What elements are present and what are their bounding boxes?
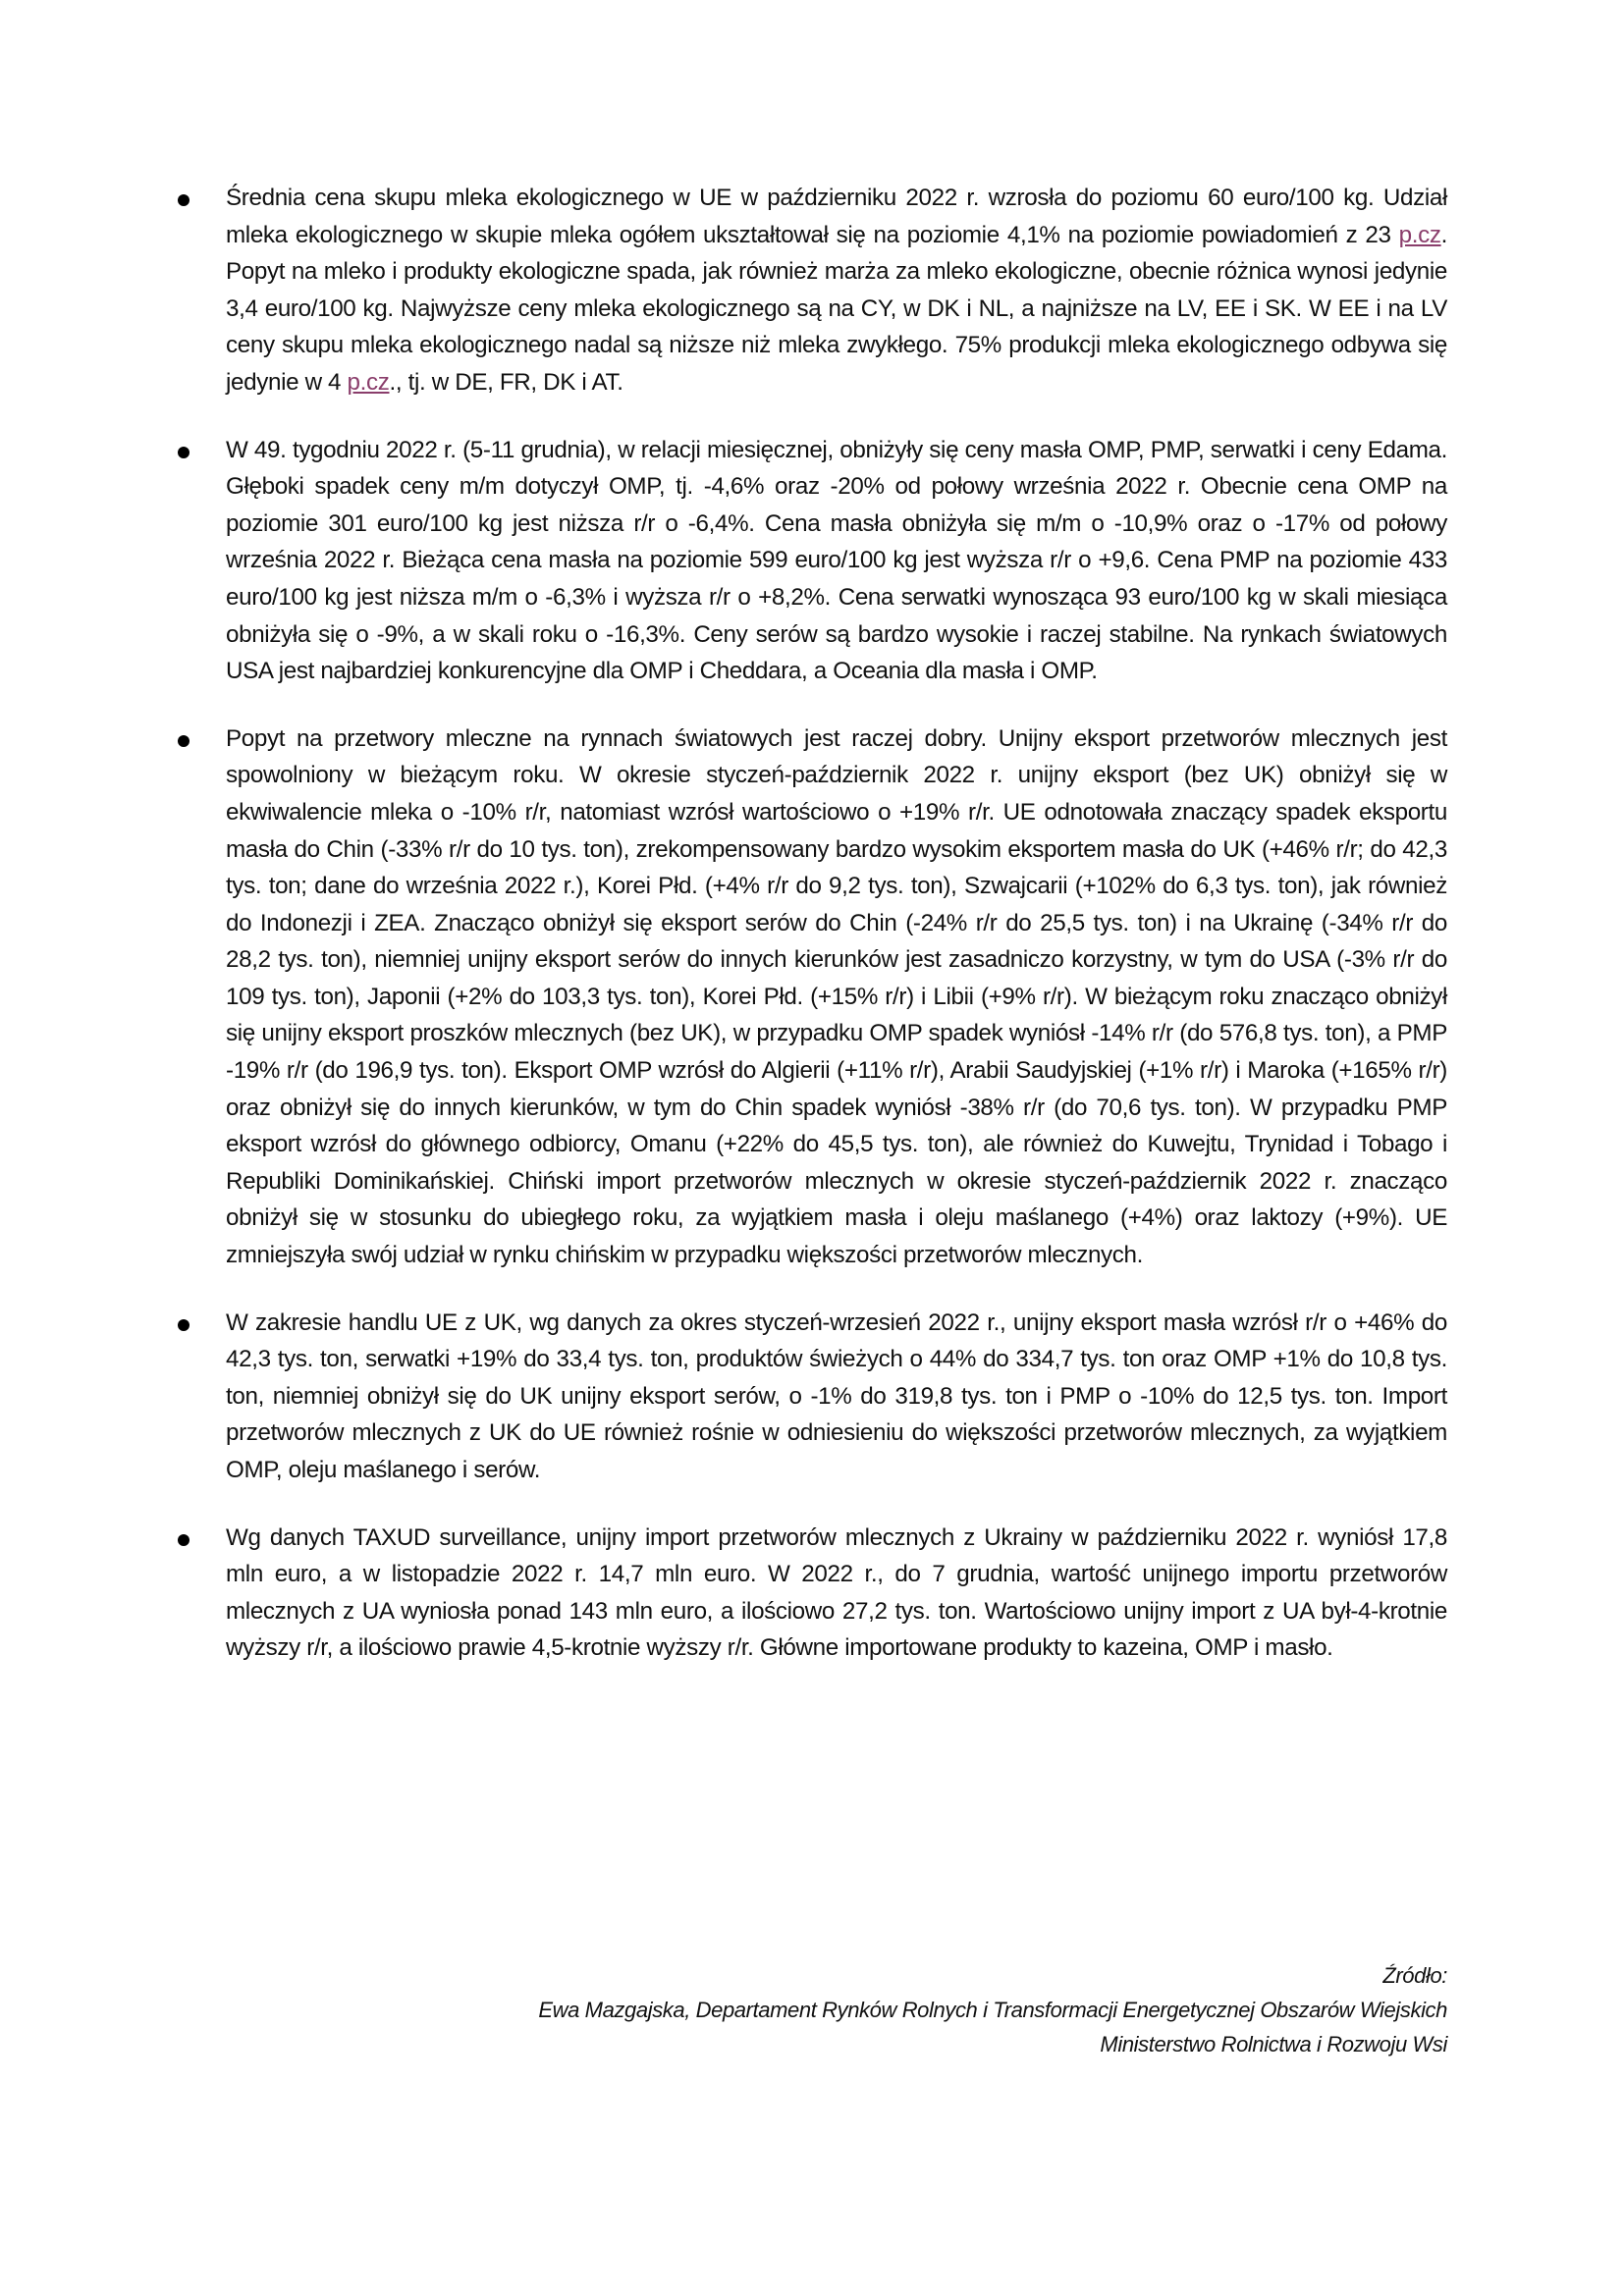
bullet-item	[169, 180, 1447, 401]
bullet-item	[169, 432, 1447, 690]
bullet-icon	[178, 1319, 189, 1331]
abbreviation-link[interactable]: p.cz	[347, 368, 390, 396]
bullet-list	[169, 180, 1447, 1697]
bullet-icon	[178, 194, 189, 206]
bullet-text: Popyt na przetwory mleczne na rynnach światowych jest raczej dobry. Unijny eksport przetworów mlecznych jest spowolniony w bieżącym roku. W okresie styczeń-październik 2022 r. unijny eksport (bez UK) obniżył się w ekwiwalencie mleka o -10% r/r, natomiast wzrósł wartościowo o +19% r/r. UE odnotowała znaczący spadek eksportu masła do Chin (-33% r/r do 10 tys. ton), zrekompensowany bardzo wysokim eksportem masła do UK (+46% r/r; do 42,3 tys. ton; dane do września 2022 r.), Korei Płd. (+4% r/r do 9,2 tys. ton), Szwajcarii (+102% do 6,3 tys. ton), jak również do Indonezji i ZEA. Znacząco obniżył się eksport serów do Chin (-24% r/r do 25,5 tys. ton) i na Ukrainę (-34% r/r do 28,2 tys. ton), niemniej unijny eksport serów do innych kierunków jest zasadniczo korzystny, w tym do USA (-3% r/r do 109 tys. ton), Japonii (+2% do 103,3 tys. ton), Korei Płd. (+15% r/r) i Libii (+9% r/r). W bieżącym roku znacząco obniżył się unijny eksport proszków mlecznych (bez UK), w przypadku OMP spadek wyniósł -14% r/r (do 576,8 tys. ton), a PMP -19% r/r (do 196,9 tys. ton). Eksport OMP wzrósł do Algierii (+11% r/r), Arabii Saudyjskiej (+1% r/r) i Maroka (+165% r/r) oraz obniżył się do innych kierunków, w tym do Chin spadek wyniósł -38% r/r (do 70,6 tys. ton). W przypadku PMP eksport wzrósł do głównego odbiorcy, Omanu (+22% do 45,5 tys. ton), ale również do Kuwejtu, Trynidad i Tobago i Republiki Dominikańskiej. Chiński import przetworów mlecznych w okresie styczeń-październik 2022 r. znacząco obniżył się w stosunku do ubiegłego roku, za wyjątkiem masła i oleju maślanego (+4%) oraz laktozy (+9%). UE zmniejszyła swój udział w rynku chińskim w przypadku większości przetworów mlecznych.	[226, 724, 1447, 1269]
bullet-item	[169, 1520, 1447, 1667]
bullet-item	[169, 721, 1447, 1274]
text-segment: Średnia cena skupu mleka ekologicznego w UE w październiku 2022 r. wzrosła do poziomu 60 euro/100 kg. Udział mleka ekologicznego w skupie mleka ogółem ukształtował się na poziomie 4,1% na poziomie powiadomień z 23	[226, 185, 1447, 248]
source-label: Źródło:	[1382, 1963, 1447, 1988]
text-segment: ., tj. w DE, FR, DK i AT.	[389, 368, 623, 396]
bullet-icon	[178, 735, 189, 747]
source-attribution	[538, 1958, 1447, 2061]
source-institution: Ministerstwo Rolnictwa i Rozwoju Wsi	[1100, 2032, 1447, 2056]
bullet-item	[169, 1305, 1447, 1489]
bullet-text: W zakresie handlu UE z UK, wg danych za okres styczeń-wrzesień 2022 r., unijny eksport masła wzrósł r/r o +46% do 42,3 tys. ton, serwatki +19% do 33,4 tys. ton, produktów świeżych o 44% do 334,7 tys. ton oraz OMP +1% do 10,8 tys. ton, niemniej obniżył się do UK unijny eksport serów, o -1% do 319,8 tys. ton i PMP o -10% do 12,5 tys. ton. Import przetworów mlecznych z UK do UE również rośnie w odniesieniu do większości przetworów mlecznych, za wyjątkiem OMP, oleju maślanego i serów.	[226, 1308, 1447, 1483]
bullet-icon	[178, 447, 189, 458]
source-author: Ewa Mazgajska, Departament Rynków Rolnych i Transformacji Energetycznej Obszarów Wiejskich	[538, 1998, 1447, 2022]
bullet-text: W 49. tygodniu 2022 r. (5-11 grudnia), w relacji miesięcznej, obniżyły się ceny masła OMP, PMP, serwatki i ceny Edama. Głęboki spadek ceny m/m dotyczył OMP, tj. -4,6% oraz -20% od połowy września 2022 r. Obecnie cena OMP na poziomie 301 euro/100 kg jest niższa r/r o -6,4%. Cena masła obniżyła się m/m o -10,9% oraz o -17% od połowy września 2022 r. Bieżąca cena masła na poziomie 599 euro/100 kg jest wyższa r/r o +9,6. Cena PMP na poziomie 433 euro/100 kg jest niższa m/m o -6,3% i wyższa r/r o +8,2%. Cena serwatki wynosząca 93 euro/100 kg w skali miesiąca obniżyła się o -9%, a w skali roku o -16,3%. Ceny serów są bardzo wysokie i raczej stabilne. Na rynkach światowych USA jest najbardziej konkurencyjne dla OMP i Cheddara, a Oceania dla masła i OMP.	[226, 436, 1447, 685]
bullet-icon	[178, 1534, 189, 1546]
text-segment: . Popyt na mleko i produkty ekologiczne spada, jak również marża za mleko ekologiczne, obecnie różnica wynosi jedynie 3,4 euro/100 kg. Najwyższe ceny mleka ekologicznego są na CY, w DK i NL, a najniższe na LV, EE i SK. W EE i na LV ceny skupu mleka ekologicznego nadal są niższe niż mleka zwykłego. 75% produkcji mleka ekologicznego odbywa się jedynie w 4	[226, 221, 1447, 396]
bullet-text	[226, 180, 1447, 401]
abbreviation-link[interactable]: p.cz	[1398, 221, 1441, 248]
bullet-text: Wg danych TAXUD surveillance, unijny import przetworów mlecznych z Ukrainy w październiku 2022 r. wyniósł 17,8 mln euro, a w listopadzie 2022 r. 14,7 mln euro. W 2022 r., do 7 grudnia, wartość unijnego importu przetworów mlecznych z UA wyniosła ponad 143 mln euro, a ilościowo 27,2 tys. ton. Wartościowo unijny import z UA był-4-krotnie wyższy r/r, a ilościowo prawie 4,5-krotnie wyższy r/r. Główne importowane produkty to kazeina, OMP i masło.	[226, 1523, 1447, 1662]
